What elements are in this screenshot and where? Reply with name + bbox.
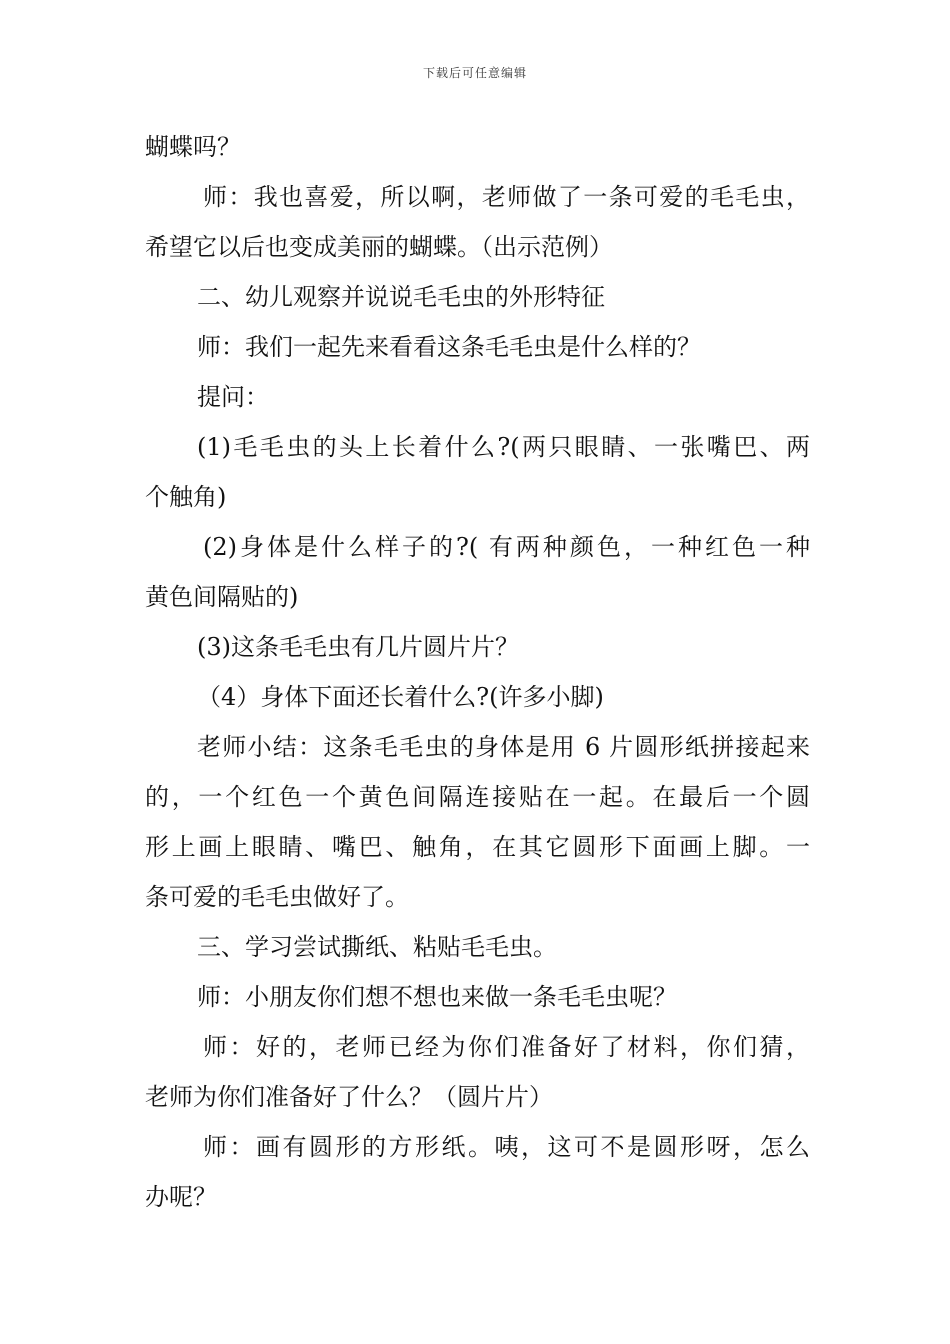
section-heading: 二、幼儿观察并说说毛毛虫的外形特征 (197, 283, 605, 311)
document-body (145, 122, 810, 1222)
text-line: 师：我也喜爱，所以啊，老师做了一条可爱的毛毛虫， (203, 183, 810, 211)
text-line: 办呢？ (145, 1183, 217, 1211)
text-line: 老师为你们准备好了什么？（圆片片） (145, 1083, 553, 1111)
text-line: 师：我们一起先来看看这条毛毛虫是什么样的？ (197, 333, 701, 361)
text-line: （4）身体下面还长着什么?(许多小脚) (197, 683, 604, 711)
page-header: 下载后可任意编辑 (422, 66, 527, 80)
text-line: 师：好的，老师已经为你们准备好了材料，你们猜， (203, 1033, 810, 1061)
text-line: 老师小结：这条毛毛虫的身体是用 6 片圆形纸拼接起来 (197, 733, 810, 761)
text-line: 条可爱的毛毛虫做好了。 (145, 883, 409, 911)
text-line: 希望它以后也变成美丽的蝴蝶。（出示范例） (145, 233, 613, 261)
text-line: 蝴蝶吗？ (145, 133, 241, 161)
text-line: 的，一个红色一个黄色间隔连接贴在一起。在最后一个圆 (145, 783, 810, 811)
text-line: 师：小朋友你们想不想也来做一条毛毛虫呢？ (197, 983, 677, 1011)
section-heading: 三、学习尝试撕纸、粘贴毛毛虫。 (197, 933, 557, 961)
text-line: 黄色间隔贴的) (145, 583, 299, 611)
text-line: (1)毛毛虫的头上长着什么?(两只眼睛、一张嘴巴、两 (197, 433, 810, 461)
text-line: (3)这条毛毛虫有几片圆片片？ (197, 633, 519, 661)
text-line: (2)身体是什么样子的?( 有两种颜色，一种红色一种 (203, 533, 810, 561)
text-line: 个触角) (145, 483, 227, 511)
text-line: 师：画有圆形的方形纸。咦，这可不是圆形呀，怎么 (203, 1133, 810, 1161)
text-line: 提问： (197, 383, 269, 411)
text-line: 形上画上眼睛、嘴巴、触角，在其它圆形下面画上脚。一 (145, 833, 810, 861)
